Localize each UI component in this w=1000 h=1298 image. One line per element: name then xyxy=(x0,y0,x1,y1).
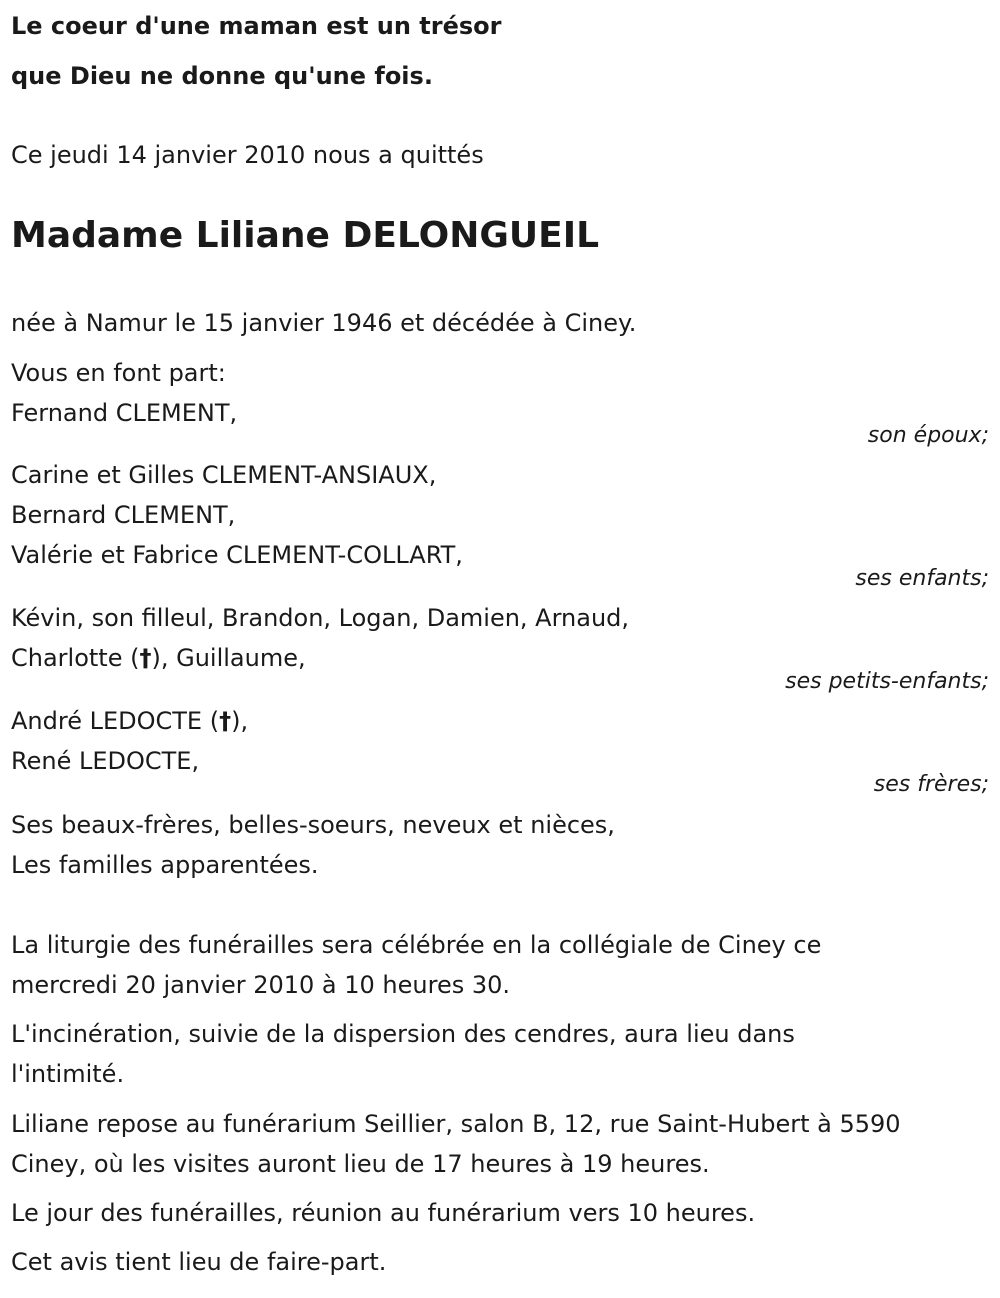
cremation-line-2: l'intimité. xyxy=(11,1060,125,1088)
closing-text: Cet avis tient lieu de faire-part. xyxy=(11,1248,387,1276)
grandchildren-line-1: Kévin, son filleul, Brandon, Logan, Damien, Arnaud, xyxy=(11,604,630,632)
birth-death-text: née à Namur le 15 janvier 1946 et décédée à Ciney. xyxy=(11,309,637,337)
meeting-text: Le jour des funérailles, réunion au funérarium vers 10 heures. xyxy=(11,1199,756,1227)
siblings-role: ses frères; xyxy=(873,772,989,797)
sibling-1 xyxy=(11,701,248,741)
family-line-2: Les familles apparentées. xyxy=(11,851,319,879)
cross-icon: † xyxy=(219,707,232,735)
cremation-line-1: L'incinération, suivie de la dispersion des cendres, aura lieu dans xyxy=(11,1020,795,1048)
child-3: Valérie et Fabrice CLEMENT-COLLART, xyxy=(11,541,463,569)
liturgy-line-1: La liturgie des funérailles sera célébrée en la collégiale de Ciney ce xyxy=(11,931,822,959)
children-role: ses enfants; xyxy=(855,566,989,591)
grandchildren-line-2-end: ), Guillaume, xyxy=(151,644,306,672)
sibling-1-start: André LEDOCTE ( xyxy=(11,707,220,735)
deceased-name: Madame Liliane DELONGUEIL xyxy=(11,215,600,256)
visitation-line-2: Ciney, où les visites auront lieu de 17 heures à 19 heures. xyxy=(11,1150,710,1178)
grandchildren-role: ses petits-enfants; xyxy=(785,669,989,694)
announce-text: Vous en font part: xyxy=(11,359,226,387)
grandchildren-line-2 xyxy=(11,638,306,678)
liturgy-line-2: mercredi 20 janvier 2010 à 10 heures 30. xyxy=(11,971,511,999)
child-2: Bernard CLEMENT, xyxy=(11,501,236,529)
intro-text: Ce jeudi 14 janvier 2010 nous a quittés xyxy=(11,141,484,169)
quote-line-1: Le coeur d'une maman est un trésor xyxy=(11,12,502,40)
spouse-role: son époux; xyxy=(867,423,989,448)
family-line-1: Ses beaux-frères, belles-soeurs, neveux et nièces, xyxy=(11,811,615,839)
sibling-1-end: ), xyxy=(231,707,249,735)
quote-line-2: que Dieu ne donne qu'une fois. xyxy=(11,62,433,90)
visitation-line-1: Liliane repose au funérarium Seillier, salon B, 12, rue Saint-Hubert à 5590 xyxy=(11,1110,901,1138)
grandchildren-line-2-start: Charlotte ( xyxy=(11,644,140,672)
spouse-name: Fernand CLEMENT, xyxy=(11,399,238,427)
cross-icon: † xyxy=(139,644,152,672)
sibling-2: René LEDOCTE, xyxy=(11,747,200,775)
child-1: Carine et Gilles CLEMENT-ANSIAUX, xyxy=(11,461,437,489)
